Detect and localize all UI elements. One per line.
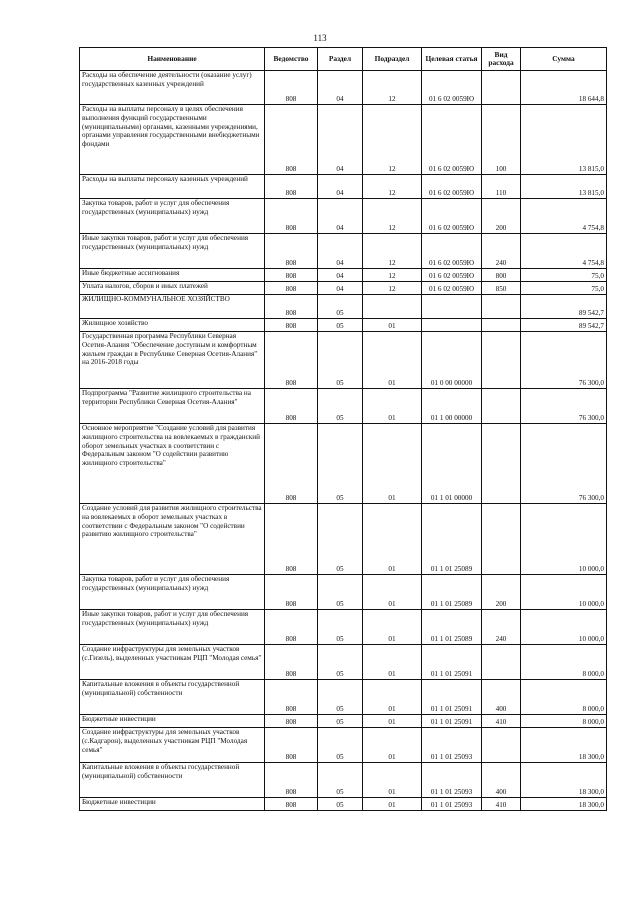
cell-podrazdel: 01 [363,763,422,798]
header-razdel: Раздел [318,48,363,71]
cell-podrazdel: 01 [363,680,422,715]
cell-vid: 100 [482,105,521,175]
cell-sum: 89 542,7 [521,319,607,332]
cell-target: 01 6 02 0059Ю [422,71,482,105]
cell-vid: 400 [482,680,521,715]
cell-vedomstvo: 808 [265,504,318,575]
cell-sum: 4 754,8 [521,234,607,269]
cell-razdel: 05 [318,575,363,610]
cell-name: Иные бюджетные ассигнования [80,269,265,282]
table-row [80,295,607,319]
cell-target: 01 6 02 0059Ю [422,234,482,269]
cell-target: 01 1 01 25091 [422,715,482,728]
cell-razdel: 04 [318,269,363,282]
cell-target [422,319,482,332]
cell-vid: 410 [482,798,521,811]
cell-vid: 240 [482,234,521,269]
cell-target: 01 1 01 25093 [422,763,482,798]
cell-sum: 10 000,0 [521,504,607,575]
table-row [80,680,607,715]
cell-vedomstvo: 808 [265,728,318,763]
cell-name: Иные закупки товаров, работ и услуг для обеспечения государственных (муниципальных) нужд [80,610,265,645]
cell-sum: 8 000,0 [521,645,607,680]
cell-razdel: 05 [318,610,363,645]
cell-target: 01 1 01 25091 [422,645,482,680]
cell-name: Иные закупки товаров, работ и услуг для обеспечения государственных (муниципальных) нужд [80,234,265,269]
cell-razdel: 04 [318,175,363,199]
cell-target: 01 1 01 25093 [422,728,482,763]
cell-target: 01 1 01 25093 [422,798,482,811]
table-row [80,645,607,680]
cell-vid: 850 [482,282,521,295]
table-row [80,728,607,763]
cell-sum: 8 000,0 [521,715,607,728]
cell-sum: 13 815,0 [521,175,607,199]
cell-vid [482,645,521,680]
cell-razdel: 05 [318,798,363,811]
cell-name: Бюджетные инвестиции [80,798,265,811]
cell-sum: 13 815,0 [521,105,607,175]
cell-name: Подпрограмма "Развитие жилищного строительства на территории Республики Северная Осетия-Алания" [80,389,265,424]
table-row [80,282,607,295]
cell-name: Жилищное хозяйство [80,319,265,332]
cell-vedomstvo: 808 [265,175,318,199]
cell-sum: 18 300,0 [521,728,607,763]
header-vedomstvo: Ведомство [265,48,318,71]
cell-target: 01 6 02 0059Ю [422,175,482,199]
cell-vid [482,728,521,763]
table-row [80,71,607,105]
cell-podrazdel: 01 [363,504,422,575]
cell-vedomstvo: 808 [265,645,318,680]
cell-vid [482,319,521,332]
cell-vedomstvo: 808 [265,199,318,234]
table-row [80,424,607,504]
page-number: 113 [313,33,327,43]
cell-razdel: 05 [318,715,363,728]
cell-target: 01 0 00 00000 [422,332,482,389]
cell-podrazdel: 01 [363,610,422,645]
cell-sum: 10 000,0 [521,575,607,610]
cell-razdel: 05 [318,763,363,798]
cell-podrazdel: 01 [363,389,422,424]
cell-vedomstvo: 808 [265,295,318,319]
cell-razdel: 05 [318,645,363,680]
table-header-row [80,48,607,71]
cell-name: Закупка товаров, работ и услуг для обеспечения государственных (муниципальных) нужд [80,575,265,610]
cell-razdel: 05 [318,504,363,575]
cell-sum: 76 300,0 [521,424,607,504]
cell-razdel: 05 [318,295,363,319]
cell-vedomstvo: 808 [265,319,318,332]
cell-podrazdel: 12 [363,282,422,295]
cell-razdel: 05 [318,424,363,504]
cell-podrazdel: 01 [363,728,422,763]
cell-vid: 200 [482,199,521,234]
cell-name: Расходы на выплаты персоналу в целях обеспечения выполнения функций государственными (муниципальными) органами, казенными учреждениями, органами управления государственными внебюджетными фондами [80,105,265,175]
table-row [80,234,607,269]
cell-vid [482,71,521,105]
cell-target: 01 6 02 0059Ю [422,105,482,175]
cell-vid: 240 [482,610,521,645]
cell-razdel: 04 [318,71,363,105]
cell-vedomstvo: 808 [265,610,318,645]
cell-razdel: 04 [318,234,363,269]
cell-vedomstvo: 808 [265,575,318,610]
table-row [80,332,607,389]
cell-sum: 18 300,0 [521,798,607,811]
cell-name: Основное мероприятие "Создание условий для развития жилищного строительства на вовлекаемых в гражданский оборот земельных участках в соответствии с Федеральным законом "О содействии развитию жилищного строительства" [80,424,265,504]
cell-podrazdel: 01 [363,715,422,728]
cell-vid: 400 [482,763,521,798]
cell-vid [482,504,521,575]
cell-name: Уплата налогов, сборов и иных платежей [80,282,265,295]
cell-vedomstvo: 808 [265,332,318,389]
cell-vedomstvo: 808 [265,71,318,105]
cell-target: 01 1 01 00000 [422,424,482,504]
cell-vedomstvo: 808 [265,680,318,715]
header-vid: Вид расхода [482,48,521,71]
header-name: Наименование [80,48,265,71]
cell-razdel: 05 [318,319,363,332]
budget-table [79,47,607,811]
cell-vid [482,332,521,389]
cell-target [422,295,482,319]
cell-podrazdel: 01 [363,798,422,811]
cell-sum: 76 300,0 [521,389,607,424]
cell-podrazdel: 12 [363,175,422,199]
table-row [80,319,607,332]
cell-target: 01 1 01 25091 [422,680,482,715]
table-row [80,798,607,811]
cell-name: Капитальные вложения в объекты государственной (муниципальной) собственности [80,763,265,798]
cell-sum: 10 000,0 [521,610,607,645]
cell-sum: 8 000,0 [521,680,607,715]
cell-name: Создание инфраструктуры для земельных участков (с.Кадгарон), выделенных участникам РЦП "Молодая семья" [80,728,265,763]
cell-vedomstvo: 808 [265,424,318,504]
cell-vid: 410 [482,715,521,728]
cell-vedomstvo: 808 [265,269,318,282]
header-target: Целевая статья [422,48,482,71]
cell-podrazdel: 01 [363,575,422,610]
cell-podrazdel: 01 [363,645,422,680]
cell-razdel: 04 [318,282,363,295]
table-row [80,575,607,610]
cell-vedomstvo: 808 [265,389,318,424]
cell-vid: 110 [482,175,521,199]
cell-podrazdel [363,295,422,319]
cell-vid [482,424,521,504]
cell-razdel: 05 [318,680,363,715]
cell-vid [482,295,521,319]
cell-name: Расходы на обеспечение деятельности (оказание услуг) государственных казенных учреждений [80,71,265,105]
table-row [80,715,607,728]
cell-name: Государственная программа Республики Северная Осетия-Алания "Обеспечение доступным и комфортным жильем граждан в Республике Северная Осетия-Алания" на 2016-2018 годы [80,332,265,389]
cell-vedomstvo: 808 [265,715,318,728]
table-row [80,269,607,282]
cell-target: 01 6 02 0059Ю [422,269,482,282]
cell-sum: 4 754,8 [521,199,607,234]
cell-sum: 89 542,7 [521,295,607,319]
header-podrazdel: Подраздел [363,48,422,71]
cell-name: Расходы на выплаты персоналу казенных учреждений [80,175,265,199]
table-row [80,610,607,645]
cell-vedomstvo: 808 [265,763,318,798]
cell-razdel: 04 [318,199,363,234]
cell-razdel: 05 [318,332,363,389]
cell-podrazdel: 12 [363,199,422,234]
cell-vid [482,389,521,424]
cell-razdel: 05 [318,389,363,424]
cell-name: Бюджетные инвестиции [80,715,265,728]
cell-vid: 800 [482,269,521,282]
cell-target: 01 1 00 00000 [422,389,482,424]
cell-name: ЖИЛИЩНО-КОММУНАЛЬНОЕ ХОЗЯЙСТВО [80,295,265,319]
cell-vid: 200 [482,575,521,610]
cell-name: Капитальные вложения в объекты государственной (муниципальной) собственности [80,680,265,715]
table-row [80,504,607,575]
cell-vedomstvo: 808 [265,798,318,811]
cell-target: 01 6 02 0059Ю [422,282,482,295]
header-sum: Сумма [521,48,607,71]
table-row [80,389,607,424]
cell-name: Закупка товаров, работ и услуг для обеспечения государственных (муниципальных) нужд [80,199,265,234]
cell-razdel: 05 [318,728,363,763]
table-row [80,763,607,798]
cell-name: Создание условий для развития жилищного строительства на вовлекаемых в оборот земельных участках в соответствии с Федеральным законом "О содействии развитию жилищного строительства" [80,504,265,575]
cell-sum: 18 300,0 [521,763,607,798]
cell-podrazdel: 12 [363,105,422,175]
cell-sum: 75,0 [521,282,607,295]
cell-podrazdel: 12 [363,269,422,282]
cell-target: 01 1 01 25089 [422,575,482,610]
cell-sum: 18 644,8 [521,71,607,105]
cell-target: 01 6 02 0059Ю [422,199,482,234]
table-row [80,175,607,199]
cell-name: Создание инфраструктуры для земельных участков (с.Гизель), выделенных участникам РЦП "Молодая семья" [80,645,265,680]
cell-target: 01 1 01 25089 [422,504,482,575]
table-row [80,105,607,175]
cell-podrazdel: 01 [363,319,422,332]
cell-podrazdel: 01 [363,332,422,389]
table-row [80,199,607,234]
cell-sum: 75,0 [521,269,607,282]
cell-sum: 76 300,0 [521,332,607,389]
cell-target: 01 1 01 25089 [422,610,482,645]
cell-podrazdel: 12 [363,234,422,269]
table-body [80,71,607,811]
cell-razdel: 04 [318,105,363,175]
cell-podrazdel: 12 [363,71,422,105]
cell-vedomstvo: 808 [265,282,318,295]
cell-vedomstvo: 808 [265,105,318,175]
cell-podrazdel: 01 [363,424,422,504]
cell-vedomstvo: 808 [265,234,318,269]
